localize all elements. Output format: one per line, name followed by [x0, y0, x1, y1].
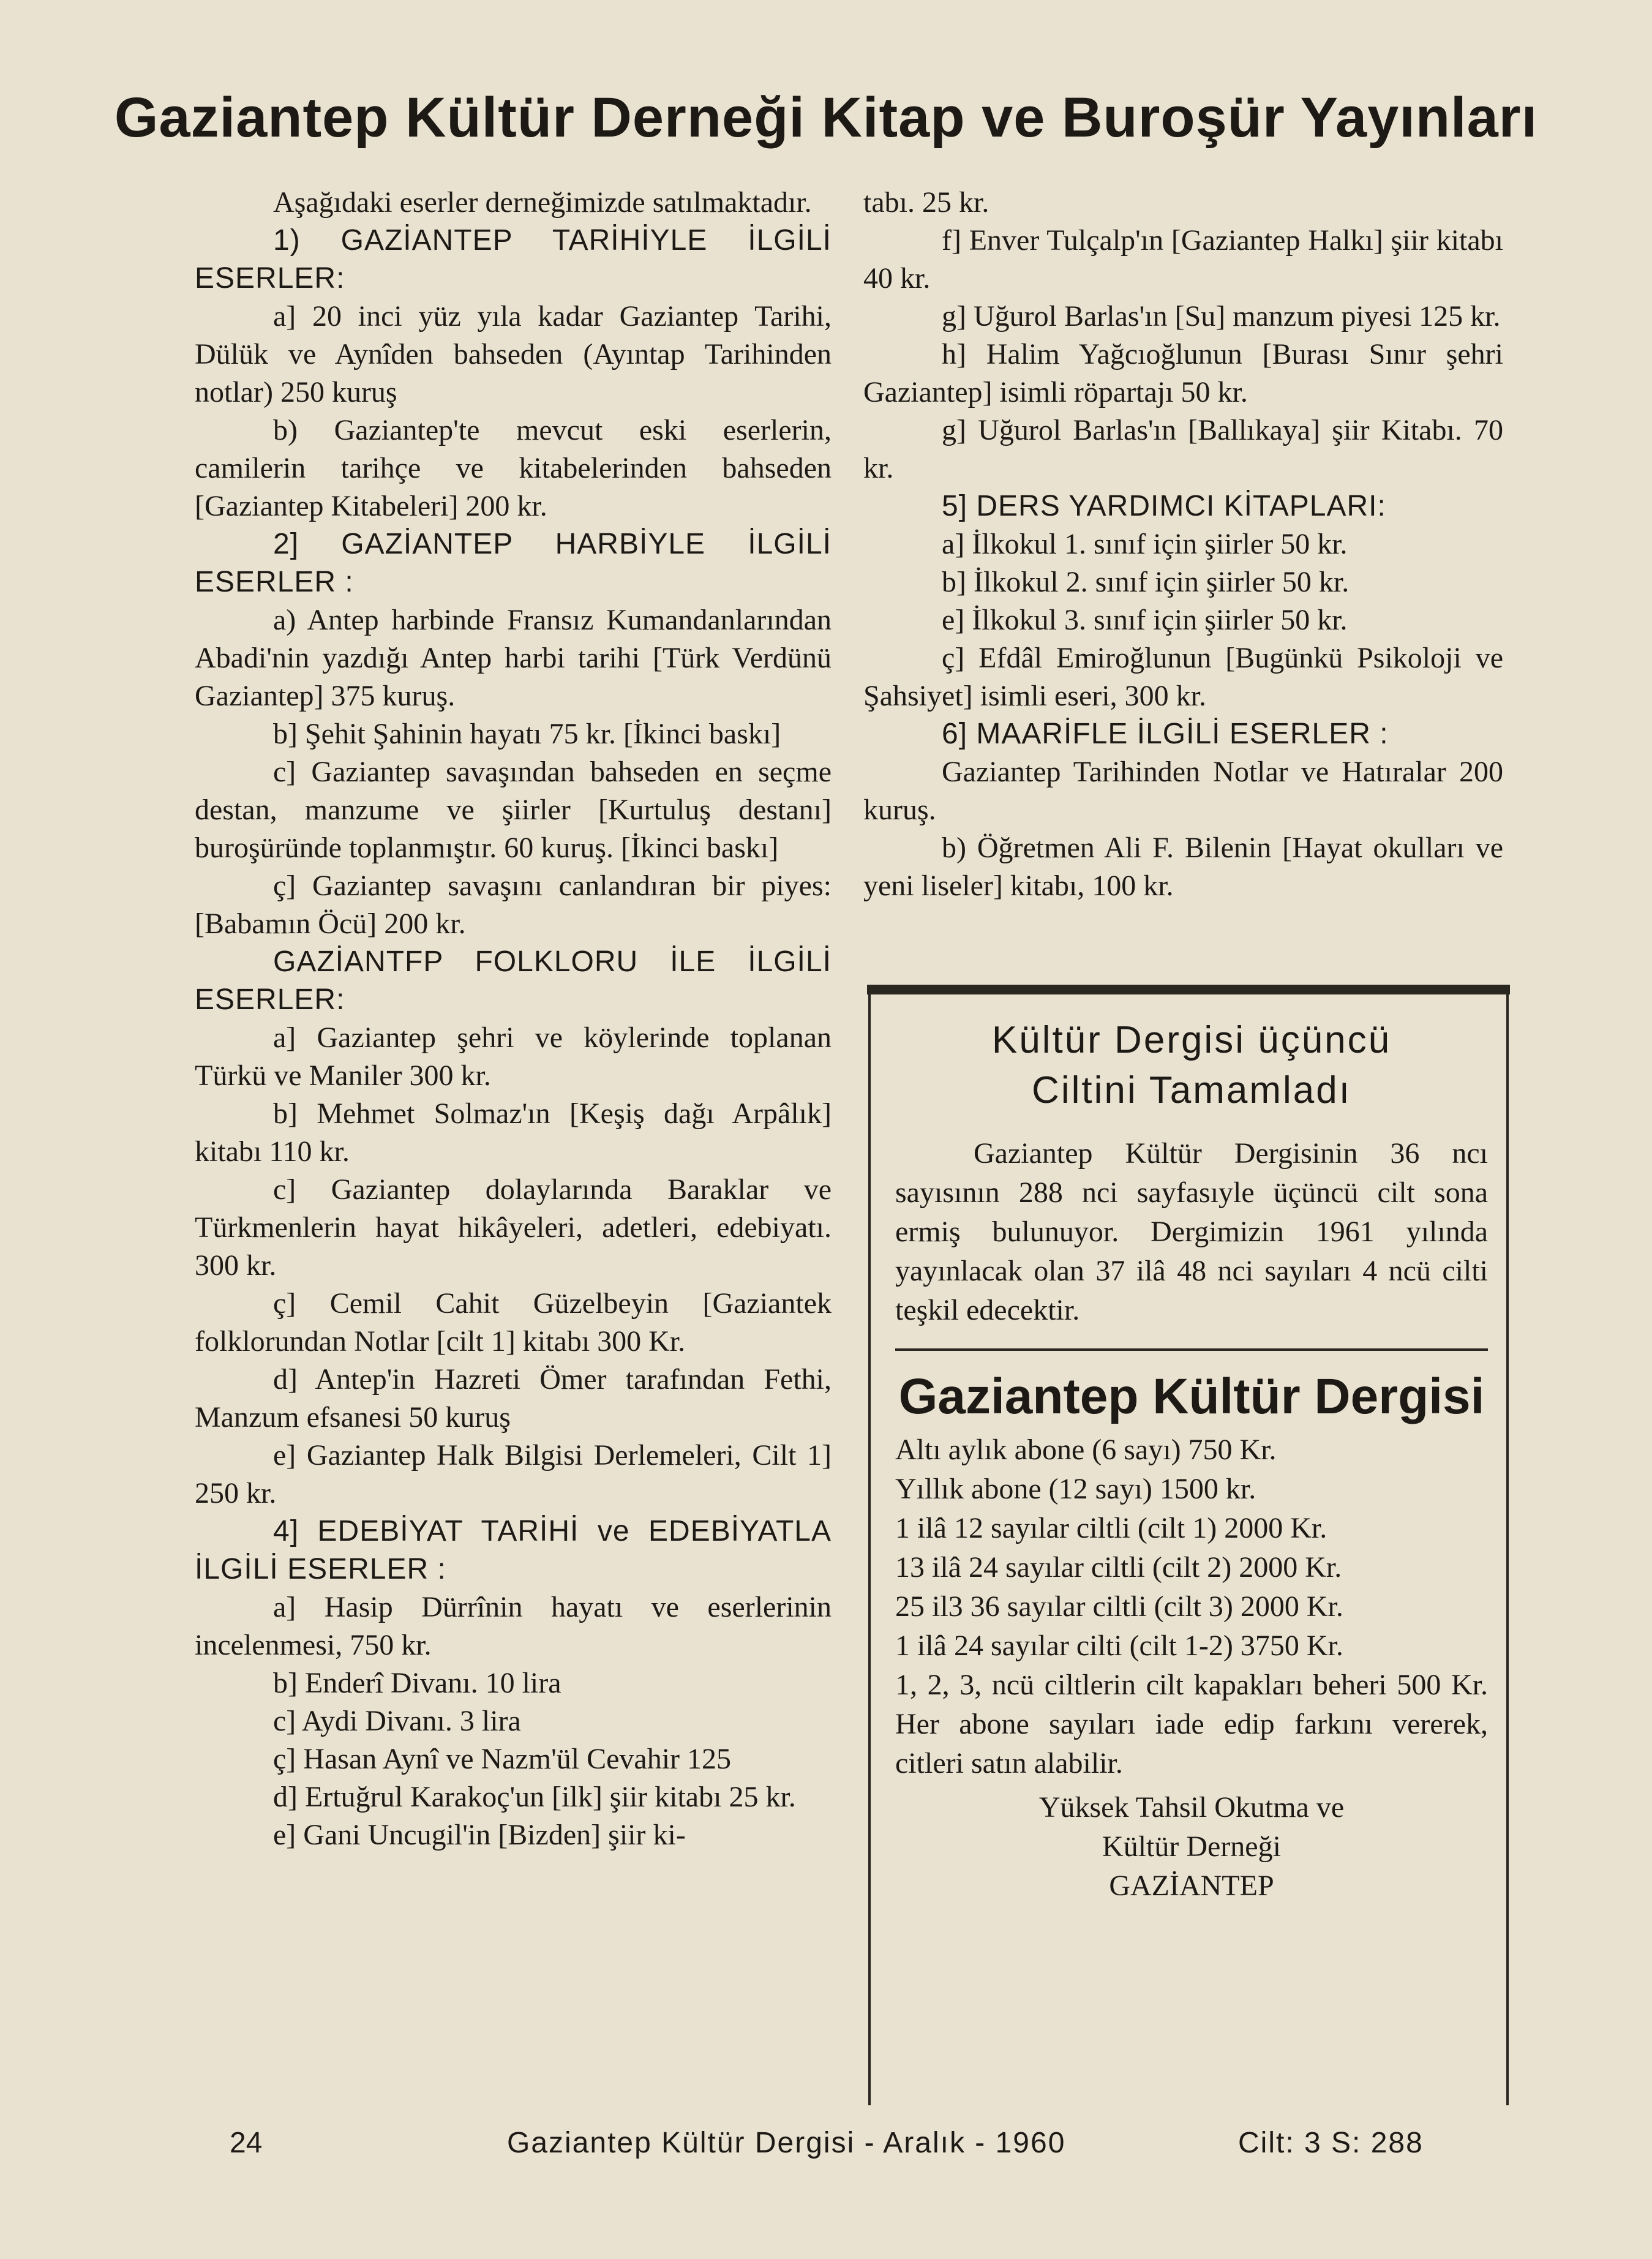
list-entry: b] Enderî Divanı. 10 lira [273, 1667, 561, 1699]
list-entry: e] Gaziantep Halk Bilgisi Derlemeleri, Cilt 1] 250 kr. [195, 1439, 832, 1509]
signature-line: GAZİANTEP [1109, 1870, 1274, 1902]
box-top-bar [867, 985, 1510, 994]
section-heading: 4] EDEBİYAT TARİHİ ve EDEBİYATLA İLGİLİ ESERLER : [195, 1515, 832, 1585]
box-announcement: Gaziantep Kültür Dergisinin 36 ncı sayısının 288 nci sayfasıyle üçüncü cilt sona ermiş bulunuyor. Dergimizin 1961 yılında yayınlacak olan 37 ilâ 48 nci sayıları 4 ncü cilti teşkil edecektir. [895, 1137, 1488, 1326]
list-entry: Gaziantep Tarihinden Notlar ve Hatıralar 200 kuruş. [863, 756, 1503, 826]
section-heading: 6] MAARİFLE İLGİLİ ESERLER : [942, 718, 1389, 750]
signature-line: Yüksek Tahsil Okutma ve [1038, 1791, 1345, 1824]
page-footer [0, 2126, 1652, 2163]
price-list [895, 1430, 1488, 1666]
list-entry: g] Uğurol Barlas'ın [Su] manzum piyesi 125 kr. [942, 300, 1501, 333]
box-heading-line2: Ciltini Tamamladı [1032, 1069, 1351, 1111]
price-line: 13 ilâ 24 sayılar ciltli (cilt 2) 2000 Kr. [895, 1551, 1342, 1584]
left-column [195, 184, 832, 1854]
signature [895, 1788, 1488, 1906]
footer-volume: Cilt: 3 S: 288 [1238, 2127, 1424, 2159]
price-line: Altı aylık abone (6 sayı) 750 Kr. [895, 1434, 1277, 1466]
signature-line: Kültür Derneği [1102, 1830, 1281, 1863]
price-line: 25 il3 36 sayılar ciltli (cilt 3) 2000 Kr. [895, 1590, 1343, 1623]
list-entry: h] Halim Yağcıoğlunun [Burası Sınır şehri Gaziantep] isimli röpartajı 50 kr. [863, 338, 1503, 408]
list-entry: a] Gaziantep şehri ve köylerinde toplanan Türkü ve Maniler 300 kr. [195, 1021, 832, 1092]
list-entry: b] Mehmet Solmaz'ın [Keşiş dağı Arpâlık] kitabı 110 kr. [195, 1097, 832, 1168]
price-line: 1 ilâ 12 sayılar ciltli (cilt 1) 2000 Kr. [895, 1512, 1327, 1544]
price-line: 1 ilâ 24 sayılar cilti (cilt 1-2) 3750 Kr. [895, 1629, 1343, 1662]
section-heading: GAZİANTFP FOLKLORU İLE İLGİLİ ESERLER: [195, 945, 832, 1016]
list-entry: e] İlkokul 3. sınıf için şiirler 50 kr. [942, 604, 1348, 636]
page-number: 24 [230, 2127, 263, 2159]
list-entry: ç] Efdâl Emiroğlunun [Bugünkü Psikoloji ve Şahsiyet] isimli eseri, 300 kr. [863, 642, 1503, 712]
list-entry: a] Hasip Dürrînin hayatı ve eserlerinin incelenmesi, 750 kr. [195, 1591, 832, 1661]
section-heading: 2] GAZİANTEP HARBİYLE İLGİLİ ESERLER : [195, 528, 832, 598]
list-entry: a) Antep harbinde Fransız Kumandanlarından Abadi'nin yazdığı Antep harbi tarihi [Türk Verdünü Gaziantep] 375 kuruş. [195, 604, 832, 712]
announcement-box [868, 985, 1509, 2105]
section-heading: 1) GAZİANTEP TARİHİYLE İLGİLİ ESERLER: [195, 224, 832, 295]
list-entry: c] Gaziantep savaşından bahseden en seçme destan, manzume ve şiirler [Kurtuluş destanı] buroşüründe toplanmıştır. 60 kuruş. [İkinci baskı] [195, 756, 832, 864]
list-entry: b) Öğretmen Ali F. Bilenin [Hayat okulları ve yeni liseler] kitabı, 100 kr. [863, 832, 1503, 902]
footer-magazine: Gaziantep Kültür Dergisi - Aralık - 1960 [507, 2127, 1066, 2159]
list-entry: a] İlkokul 1. sınıf için şiirler 50 kr. [942, 528, 1348, 560]
list-entry: ç] Gaziantep savaşını canlandıran bir piyes: [Babamın Öcü] 200 kr. [195, 870, 832, 940]
list-entry: ç] Cemil Cahit Güzelbeyin [Gaziantek folklorundan Notlar [cilt 1] kitabı 300 Kr. [195, 1287, 832, 1358]
list-entry: b) Gaziantep'te mevcut eski eserlerin, camilerin tarihçe ve kitabelerinden bahseden [Gaziantep Kitabeleri] 200 kr. [195, 414, 832, 522]
list-entry: tabı. 25 kr. [863, 186, 989, 219]
list-entry: b] Şehit Şahinin hayatı 75 kr. [İkinci baskı] [273, 718, 781, 750]
box-heading-line1: Kültür Dergisi üçüncü [991, 1019, 1392, 1061]
list-entry: Aşağıdaki eserler derneğimizde satılmaktadır. [273, 186, 812, 219]
list-entry: g] Uğurol Barlas'ın [Ballıkaya] şiir Kitabı. 70 kr. [863, 414, 1503, 484]
list-entry: a] 20 inci yüz yıla kadar Gaziantep Tarihi, Dülük ve Aynîden bahseden (Ayıntap Tarihinden notlar) 250 kuruş [195, 300, 832, 408]
right-column [863, 184, 1503, 905]
list-entry: d] Ertuğrul Karakoç'un [ilk] şiir kitabı 25 kr. [273, 1781, 796, 1813]
list-entry: ç] Hasan Aynî ve Nazm'ül Cevahir 125 [273, 1743, 732, 1775]
list-entry: c] Gaziantep dolaylarında Baraklar ve Türkmenlerin hayat hikâyeleri, adetleri, edebiyatı. 300 kr. [195, 1173, 832, 1282]
section-heading: 5] DERS YARDIMCI KİTAPLARI: [942, 490, 1386, 522]
list-entry: e] Gani Uncugil'in [Bizden] şiir ki- [273, 1819, 686, 1851]
magazine-title: Gaziantep Kültür Dergisi [898, 1369, 1485, 1424]
list-entry: c] Aydi Divanı. 3 lira [273, 1705, 521, 1737]
price-line: Yıllık abone (12 sayı) 1500 kr. [895, 1473, 1256, 1505]
list-entry: b] İlkokul 2. sınıf için şiirler 50 kr. [942, 566, 1350, 598]
box-note: 1, 2, 3, ncü ciltlerin cilt kapakları beheri 500 Kr. Her abone sayıları iade edip farkını vererek, citleri satın alabilir. [895, 1669, 1488, 1780]
list-entry: f] Enver Tulçalp'ın [Gaziantep Halkı] şiir kitabı 40 kr. [863, 224, 1503, 295]
box-divider [895, 1348, 1488, 1351]
page-title: Gaziantep Kültür Derneği Kitap ve Buroşür Yayınları [114, 86, 1538, 149]
list-entry: d] Antep'in Hazreti Ömer tarafından Fethi, Manzum efsanesi 50 kuruş [195, 1363, 832, 1434]
